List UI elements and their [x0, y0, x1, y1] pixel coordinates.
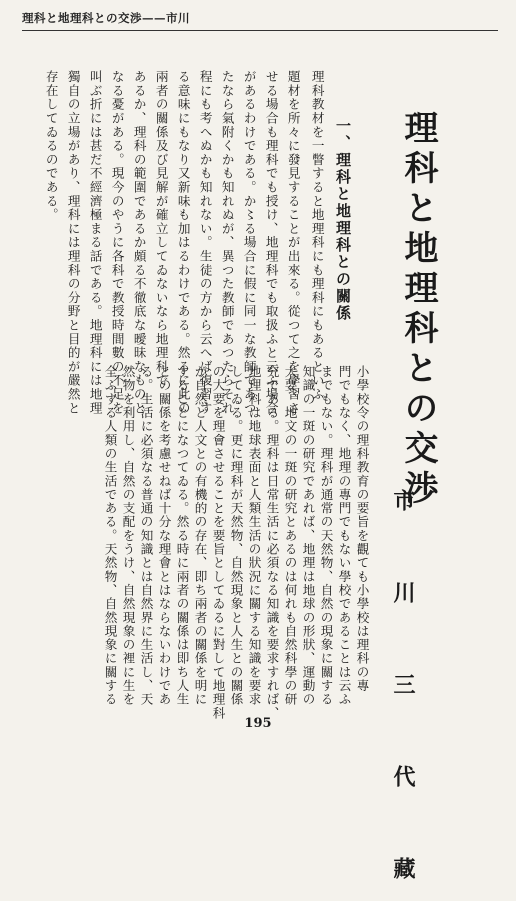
- text-column: があるわけである。か〻る場合に假に同一な教師であつ: [241, 70, 257, 415]
- text-column: 理科教材を一瞥すると地理科にも理科にもあるといふ: [309, 70, 325, 402]
- text-column: が自然と人文との有機的の存在、即ち兩者の關係を明に: [192, 365, 208, 707]
- text-column: 知識の一斑の研究であれば、地理は地球の形狀、運動の: [300, 365, 316, 707]
- text-column: 然物を利用し、自然の支配をうけ、自然現象の裡に生を: [120, 365, 136, 707]
- text-column: してゐる。更に理科が天然物、自然現象と人生との關係: [228, 365, 244, 707]
- text-column: あるか、理科の範圍であるか頗る不徹底な曖昧なものと: [131, 70, 147, 415]
- text-column: る意味にもなり又新味も加はるわけである。然るに此の: [175, 70, 191, 415]
- text-column: 兩者の關係及び見解が確立してゐないなら地理科で: [153, 70, 169, 388]
- text-column: との關係を考慮せねば十分な理會とはならないわけであ: [156, 365, 172, 707]
- text-column: 小學校令の理科教育の要旨を觀ても小學校は理科の專: [354, 365, 370, 693]
- text-column: 門でもなく、地理の專門でもない學校であることは云ふ: [336, 365, 352, 707]
- text-column: 究である。理科は日常生活に必須なる知識を要求すれば、: [264, 365, 280, 720]
- text-column: たなら氣附くかも知れぬが、異つた教師であつたらそれ: [219, 70, 235, 415]
- text-column: 全ふする人類の生活である。天然物、自然現象に關する: [102, 365, 118, 707]
- text-column: る。生活に必須なる普通の知識とは自然界に生活し、天: [138, 365, 154, 707]
- text-column: なる憂がある。現今のやうに各科で教授時間數の不足を: [109, 70, 125, 415]
- text-column: 獨自の立場があり、理科には理科の分野と目的が嚴然と: [65, 70, 81, 415]
- running-head: 理科と地理科との交渉——市川: [22, 11, 190, 25]
- text-column: 存在してゐるのである。: [43, 70, 59, 222]
- text-column: せる場合も理科でも授け、地理科でも取扱ふと云ふ場合: [263, 70, 279, 415]
- section-heading: 一、理科と地理科との關係: [334, 118, 352, 322]
- text-column: 大要、地文の一斑の研究とあるのは何れも自然科學の研: [282, 365, 298, 707]
- text-column: までもない。理科が通常の天然物、自然の現象に關する: [318, 365, 334, 707]
- text-column: 地理科は地球表面と人類生活の狀況に關する知識を要求: [246, 365, 262, 707]
- text-column: 叫ぶ折には甚だ不經濟極まる話である。地理科には地理: [87, 70, 103, 415]
- header-rule: [22, 30, 498, 31]
- text-column: 題材を所々に發見することが出來る。從つて之を學習さ: [285, 70, 301, 415]
- author-name: 市 川 三 代 藏: [390, 489, 416, 901]
- page-number: 195: [244, 716, 272, 731]
- text-column: 程にも考へぬかも知れない。生徒の方から云へば復習す: [197, 70, 213, 415]
- bottom-text-block: [100, 365, 370, 720]
- text-column: の大要を理會させることを要旨としてゐるに對して地理科: [210, 365, 226, 720]
- text-column: することになつてゐる。然る時に兩者の關係は即ち人生: [174, 365, 190, 707]
- article-title: 理科と地理科との交渉: [398, 110, 438, 510]
